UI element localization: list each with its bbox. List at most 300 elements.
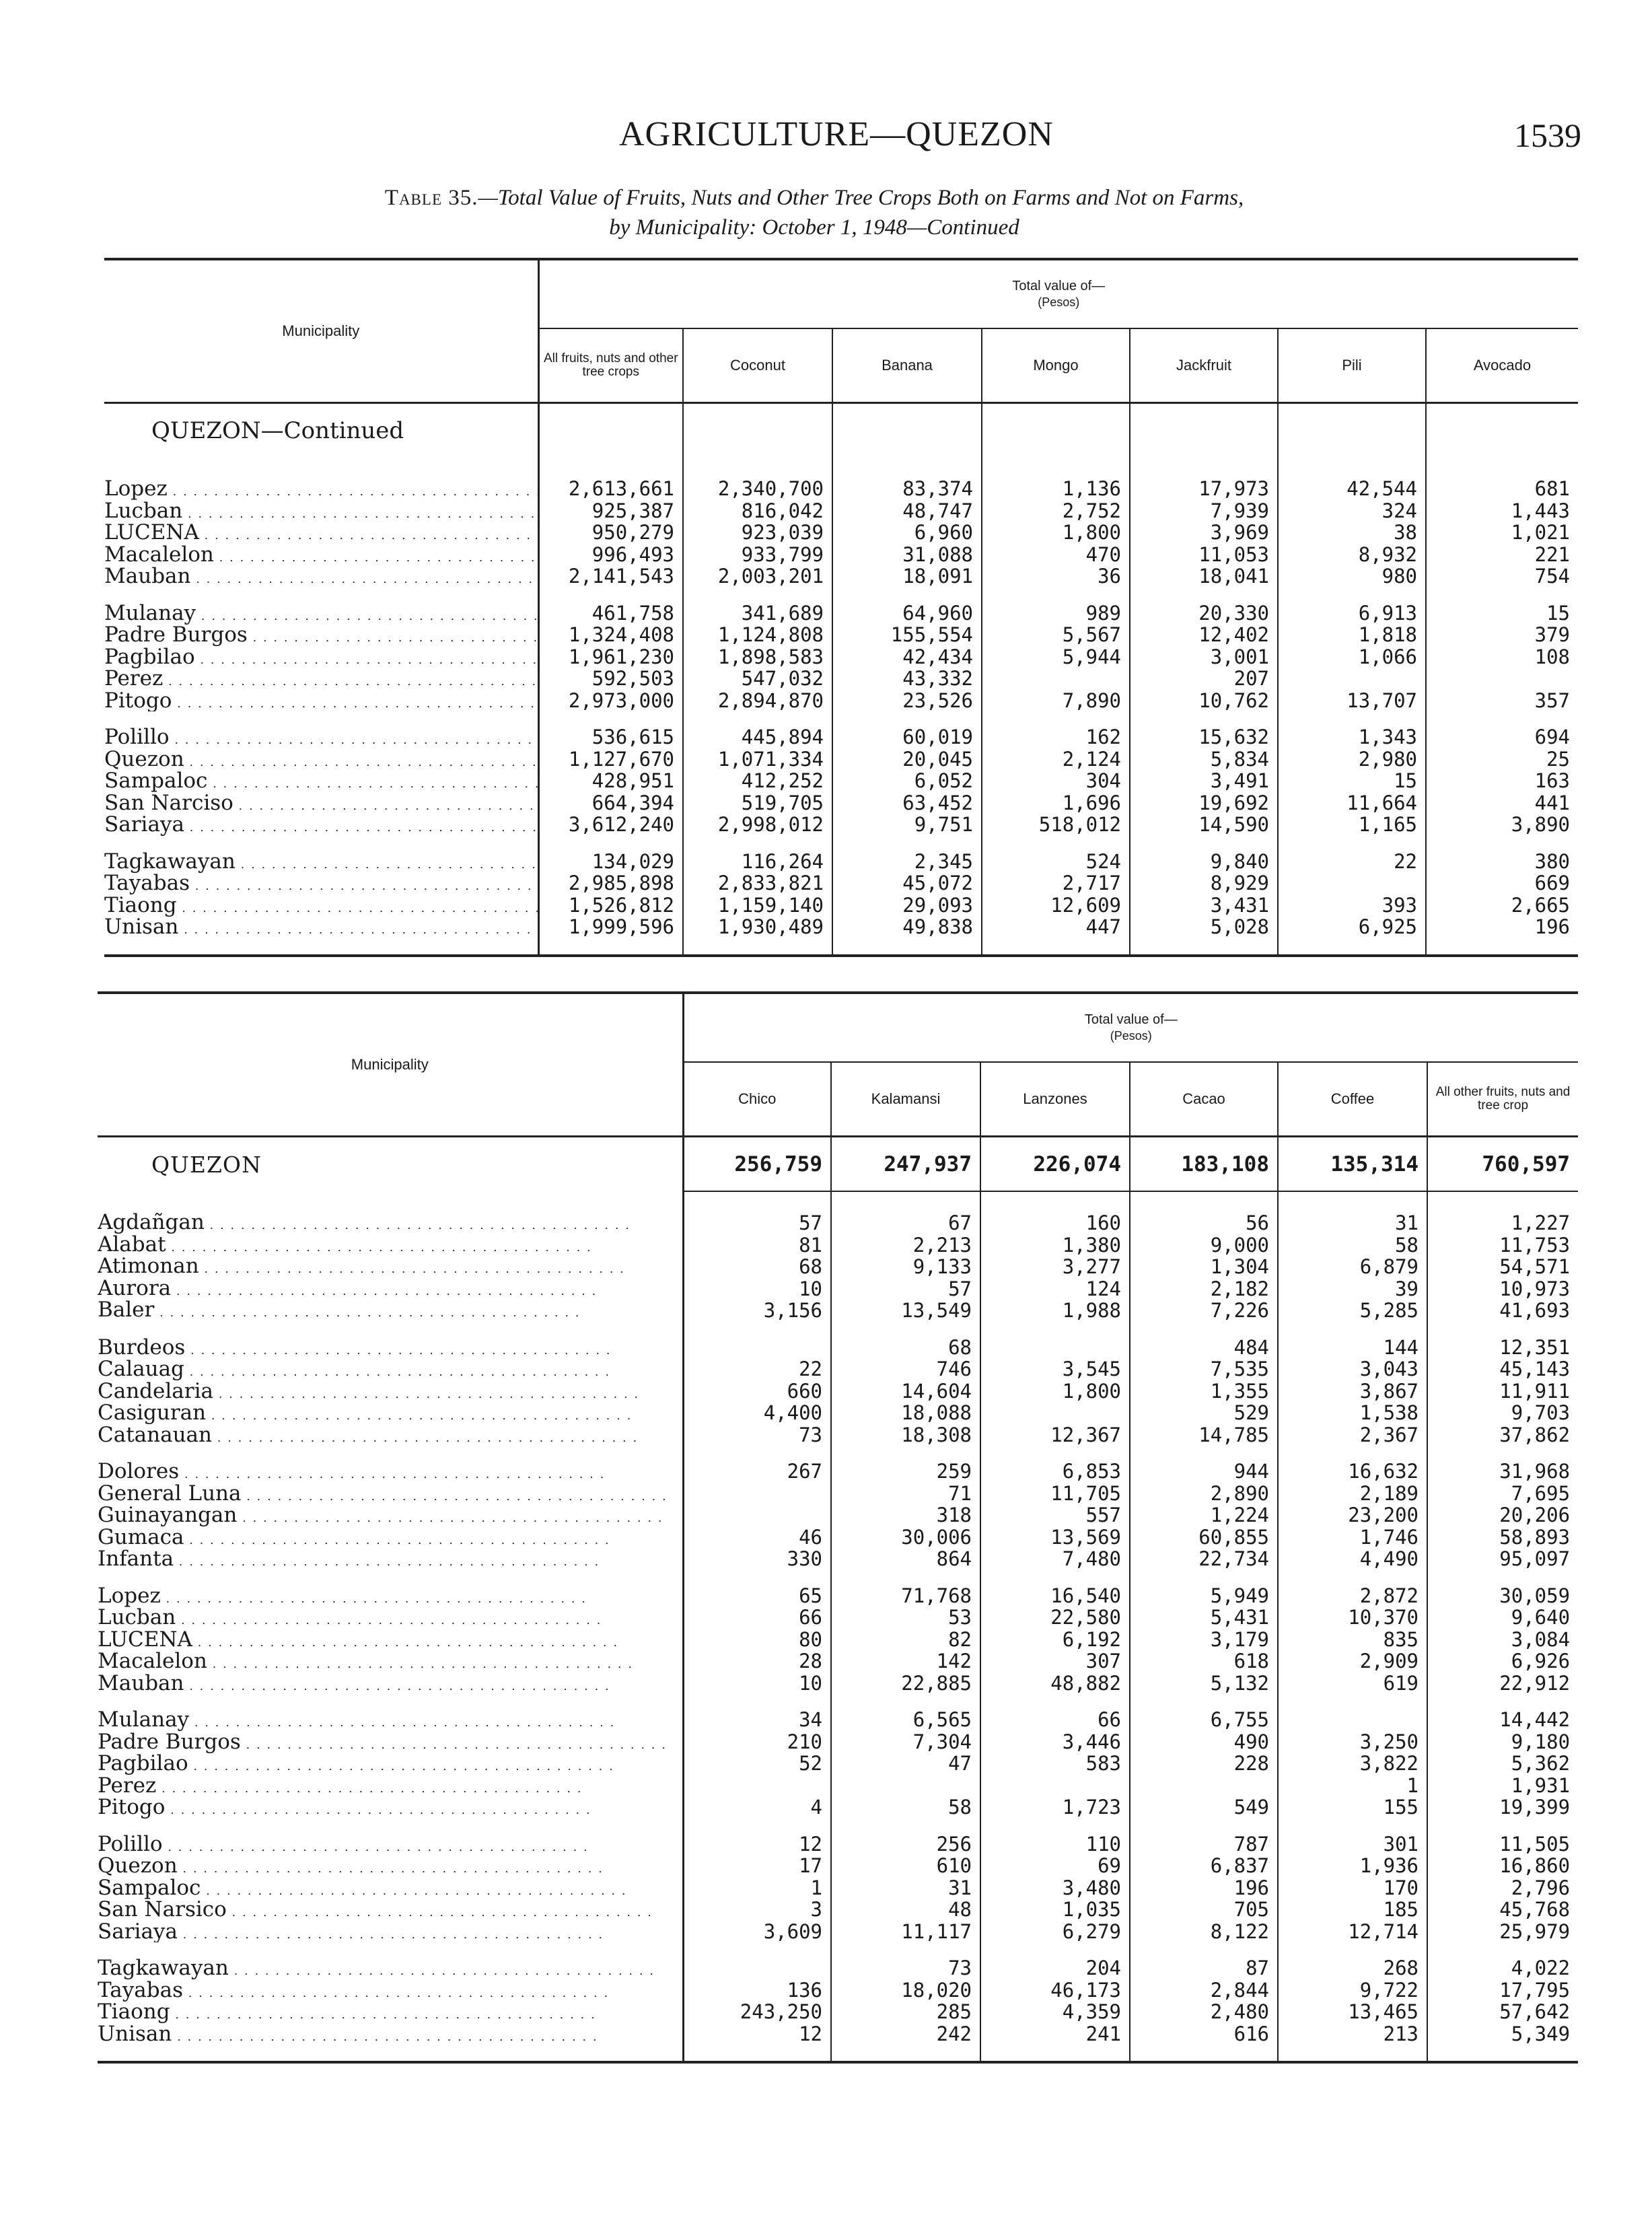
- municipality-name: Macalelon . . .: [98, 1650, 682, 1672]
- value-cell: 12: [799, 2022, 822, 2045]
- value-cell: [684, 1337, 823, 1359]
- municipality-name: Pagbilao . . .: [104, 646, 538, 668]
- value-cell: 268: [1383, 1956, 1418, 1979]
- total-label: QUEZON: [98, 1137, 683, 1192]
- value-cell: 10: [799, 1277, 822, 1300]
- value-cell: 170: [1383, 1876, 1418, 1899]
- value-cell: 7,695: [1511, 1481, 1571, 1505]
- municipality-name: Quezon . . .: [104, 748, 538, 771]
- value-cell: 2,213: [912, 1233, 972, 1257]
- value-cell: 3,867: [1359, 1379, 1418, 1403]
- table-header-row: [98, 993, 1578, 1062]
- value-cell: 57,642: [1499, 2000, 1571, 2023]
- value-cell: 185: [1383, 1898, 1418, 1921]
- value-cell: 519,705: [741, 791, 824, 814]
- value-cell: 13,569: [1050, 1525, 1121, 1549]
- municipality-name: Aurora . . .: [98, 1277, 682, 1300]
- municipality-name: Tiaong . . .: [98, 2001, 682, 2023]
- value-column-cell: [1278, 1819, 1427, 1943]
- value-cell: 13,549: [901, 1299, 972, 1322]
- municipality-name: Infanta . . .: [98, 1548, 682, 1570]
- value-cell: 6,879: [1359, 1255, 1418, 1278]
- value-cell: 71: [948, 1481, 972, 1505]
- value-cell: 357: [1534, 689, 1571, 712]
- value-column-cell: [1427, 1191, 1578, 1322]
- value-cell: 15: [1546, 601, 1571, 625]
- value-cell: 11,505: [1499, 1832, 1571, 1856]
- value-cell: 30,006: [901, 1525, 972, 1549]
- value-cell: 3,250: [1359, 1730, 1418, 1753]
- value-cell: 68: [799, 1255, 822, 1278]
- municipality-name: Burdeos . . .: [98, 1337, 682, 1359]
- value-cell: 13,465: [1348, 2000, 1418, 2023]
- value-cell: 23,526: [902, 689, 973, 712]
- value-cell: 318: [936, 1504, 972, 1526]
- municipality-name: Lucban . . .: [98, 1607, 682, 1629]
- value-cell: 6,925: [1358, 915, 1417, 938]
- value-cell: 2,665: [1511, 893, 1571, 917]
- value-cell: 22,912: [1499, 1671, 1571, 1695]
- column-header: All fruits, nuts and other tree crops: [538, 328, 683, 403]
- value-column-cell: [1130, 458, 1278, 588]
- value-cell: 787: [1233, 1832, 1269, 1856]
- value-cell: 12,402: [1198, 623, 1269, 646]
- value-column-cell: [1130, 1322, 1278, 1446]
- value-cell: 1: [1406, 1773, 1418, 1797]
- value-cell: 536,615: [591, 726, 674, 748]
- value-column-cell: [1130, 1942, 1278, 2062]
- municipality-name: Dolores . . .: [98, 1460, 682, 1483]
- group-header: [683, 993, 1578, 1062]
- value-column-cell: [982, 588, 1130, 712]
- value-cell: 204: [1085, 1956, 1121, 1979]
- value-cell: 746: [936, 1358, 972, 1380]
- value-cell: 10,762: [1198, 689, 1269, 712]
- value-cell: 694: [1534, 726, 1571, 748]
- value-cell: 19,399: [1499, 1796, 1571, 1819]
- value-cell: 4,400: [763, 1401, 822, 1424]
- value-cell: 1,127,670: [568, 747, 674, 771]
- value-cell: [1279, 1709, 1418, 1731]
- value-column-cell: [832, 711, 982, 836]
- value-column-cell: [831, 1819, 980, 1943]
- value-cell: 9,640: [1511, 1606, 1571, 1629]
- value-cell: 256: [936, 1832, 972, 1856]
- value-cell: 57: [948, 1277, 972, 1300]
- value-column-cell: [683, 1446, 831, 1570]
- value-cell: [1279, 872, 1417, 894]
- value-cell: 52: [799, 1752, 822, 1775]
- value-cell: 470: [1085, 542, 1121, 566]
- value-column-cell: [538, 836, 683, 956]
- value-cell: 1,800: [1062, 1379, 1121, 1403]
- value-column-cell: [980, 1446, 1130, 1570]
- column-header: Mongo: [982, 328, 1130, 403]
- value-column-cell: [832, 458, 982, 588]
- municipality-cell: [98, 1322, 683, 1446]
- value-column-cell: [1278, 1322, 1427, 1446]
- value-cell: 207: [1233, 667, 1269, 690]
- value-cell: 31: [948, 1876, 972, 1899]
- value-cell: 3: [810, 1898, 822, 1921]
- value-cell: 4,022: [1511, 1956, 1571, 1979]
- page-title: AGRICULTURE—QUEZON: [619, 115, 1054, 153]
- value-cell: 1,343: [1358, 726, 1417, 748]
- row-group: [98, 1446, 1578, 1570]
- value-cell: 31,968: [1499, 1460, 1571, 1483]
- value-column-cell: [980, 1191, 1130, 1322]
- value-cell: 7,226: [1210, 1299, 1269, 1322]
- value-cell: 134,029: [591, 849, 674, 873]
- value-cell: 80: [799, 1627, 822, 1651]
- municipality-cell: [104, 711, 538, 836]
- value-cell: 259: [936, 1460, 972, 1483]
- value-cell: 2,367: [1359, 1423, 1418, 1446]
- value-cell: 1: [810, 1876, 822, 1899]
- value-cell: 557: [1085, 1504, 1121, 1526]
- value-cell: 3,043: [1359, 1358, 1418, 1380]
- value-column-cell: [832, 588, 982, 712]
- value-cell: 412,252: [741, 769, 824, 792]
- value-column-cell: [831, 1322, 980, 1446]
- value-cell: 2,717: [1062, 872, 1121, 894]
- value-cell: 9,840: [1210, 849, 1269, 873]
- value-cell: 12,367: [1050, 1423, 1121, 1446]
- municipality-name: San Narciso . . .: [104, 792, 538, 814]
- value-cell: 3,491: [1210, 769, 1269, 792]
- value-cell: 5,834: [1210, 747, 1269, 771]
- municipality-name: Unisan . . .: [104, 916, 538, 938]
- value-cell: 12: [799, 1832, 822, 1856]
- column-header: Chico: [683, 1062, 831, 1137]
- value-cell: [982, 668, 1121, 690]
- value-cell: 1,159,140: [717, 893, 824, 917]
- value-cell: 428,951: [591, 769, 674, 792]
- value-cell: 8,929: [1210, 872, 1269, 894]
- municipality-name: Lucban . . .: [104, 500, 538, 522]
- value-cell: 228: [1233, 1752, 1269, 1775]
- value-cell: 20,045: [902, 747, 973, 771]
- value-cell: 242: [936, 2022, 972, 2045]
- value-cell: 1,380: [1062, 1233, 1121, 1257]
- value-cell: 11,911: [1499, 1379, 1571, 1403]
- caption-line-1: —Total Value of Fruits, Nuts and Other Tree Crops Both on Farms and Not on Farms,: [478, 186, 1244, 210]
- table-fruit-values-part1: [104, 258, 1578, 957]
- value-cell: 524: [1085, 849, 1121, 873]
- value-cell: 10: [799, 1671, 822, 1695]
- row-group: [98, 1191, 1578, 1322]
- municipality-name: Polillo . . .: [98, 1833, 682, 1856]
- value-column-cell: [1426, 711, 1578, 836]
- municipality-name: Agdañgan . . .: [98, 1211, 682, 1234]
- municipality-name: Mauban . . .: [104, 565, 538, 588]
- value-cell: 14,590: [1198, 813, 1269, 836]
- value-cell: 285: [936, 2000, 972, 2023]
- value-cell: 1,961,230: [568, 645, 674, 668]
- municipality-header: Municipality: [104, 259, 538, 403]
- municipality-name: Mulanay . . .: [98, 1709, 682, 1731]
- value-cell: 37,862: [1499, 1423, 1571, 1446]
- municipality-cell: [98, 1819, 683, 1943]
- value-column-cell: [1427, 1694, 1578, 1819]
- value-cell: 7,304: [912, 1730, 972, 1753]
- value-cell: 25: [1546, 747, 1571, 771]
- municipality-name: Tagkawayan . . .: [104, 851, 538, 873]
- value-cell: 1,124,808: [717, 623, 824, 646]
- value-cell: 34: [799, 1708, 822, 1731]
- column-header: Avocado: [1426, 328, 1578, 403]
- municipality-name: Tayabas . . .: [98, 1979, 682, 2002]
- municipality-name: Candelaria . . .: [98, 1380, 682, 1403]
- municipality-name: Catanauan . . .: [98, 1424, 682, 1446]
- value-cell: 46,173: [1050, 1978, 1121, 2002]
- value-cell: 9,000: [1210, 1233, 1269, 1257]
- value-column-cell: [982, 458, 1130, 588]
- total-value: 183,108: [1130, 1137, 1278, 1192]
- value-cell: 393: [1381, 893, 1417, 917]
- group-header: [538, 259, 1578, 328]
- value-cell: 3,612,240: [568, 813, 674, 836]
- row-group: [98, 1694, 1578, 1819]
- value-cell: 996,493: [591, 542, 674, 566]
- value-column-cell: [1278, 458, 1426, 588]
- caption-line-2: by Municipality: October 1, 1948—Continued: [609, 215, 1019, 240]
- value-cell: [684, 1483, 823, 1505]
- value-cell: 2,894,870: [717, 689, 824, 712]
- value-cell: 6,960: [914, 521, 973, 544]
- value-cell: 69: [1098, 1854, 1121, 1877]
- row-group: [98, 1942, 1578, 2062]
- value-cell: 923,039: [741, 521, 824, 544]
- value-cell: 660: [787, 1379, 822, 1403]
- value-cell: 38: [1394, 521, 1417, 544]
- value-cell: 925,387: [591, 499, 674, 522]
- value-cell: 2,980: [1358, 747, 1417, 771]
- municipality-name: Sampaloc . . .: [104, 770, 538, 792]
- value-column-cell: [980, 1819, 1130, 1943]
- value-cell: 58: [1395, 1233, 1418, 1257]
- value-cell: 11,053: [1198, 542, 1269, 566]
- row-group: [104, 711, 1578, 836]
- value-cell: 2,872: [1359, 1584, 1418, 1607]
- municipality-name: Mulanay . . .: [104, 602, 538, 625]
- value-cell: 63,452: [902, 791, 973, 814]
- municipality-name: Pitogo . . .: [98, 1796, 682, 1819]
- municipality-name: Tagkawayan . . .: [98, 1957, 682, 1979]
- value-cell: 31: [1395, 1211, 1418, 1234]
- value-cell: 43,332: [902, 667, 973, 690]
- value-column-cell: [683, 711, 832, 836]
- value-cell: 83,374: [902, 477, 973, 500]
- value-column-cell: [1278, 836, 1426, 956]
- value-column-cell: [982, 836, 1130, 956]
- value-cell: 45,072: [902, 872, 973, 894]
- value-cell: 664,394: [591, 791, 674, 814]
- value-column-cell: [683, 1570, 831, 1695]
- value-cell: 1,066: [1358, 645, 1417, 668]
- value-cell: 31,088: [902, 542, 973, 566]
- value-cell: 484: [1233, 1335, 1269, 1359]
- value-cell: 3,431: [1210, 893, 1269, 917]
- municipality-name: Atimonan . . .: [98, 1255, 682, 1277]
- table-header-row: [104, 259, 1578, 328]
- value-cell: 549: [1233, 1796, 1269, 1819]
- value-cell: 11,664: [1346, 791, 1417, 814]
- value-cell: 341,689: [741, 601, 824, 625]
- value-column-cell: [1427, 1322, 1578, 1446]
- value-cell: 11,705: [1050, 1481, 1121, 1505]
- value-cell: 7,890: [1062, 689, 1121, 712]
- value-cell: 58,893: [1499, 1525, 1571, 1549]
- value-cell: 48,747: [902, 499, 973, 522]
- value-cell: 5,028: [1210, 915, 1269, 938]
- column-header: Banana: [832, 328, 982, 403]
- value-cell: 447: [1085, 915, 1121, 938]
- value-cell: 816,042: [741, 499, 824, 522]
- municipality-name: Tiaong . . .: [104, 894, 538, 917]
- value-cell: 48,882: [1050, 1671, 1121, 1695]
- value-cell: 5,431: [1210, 1606, 1269, 1629]
- value-cell: [684, 1957, 823, 1979]
- value-cell: 5,285: [1359, 1299, 1418, 1322]
- value-cell: 1,999,596: [568, 915, 674, 938]
- value-cell: 9,180: [1511, 1730, 1571, 1753]
- value-cell: 66: [799, 1606, 822, 1629]
- value-cell: 8,122: [1210, 1919, 1269, 1943]
- section-label: QUEZON—Continued: [104, 403, 538, 458]
- value-cell: 1,224: [1210, 1504, 1269, 1526]
- value-cell: 304: [1085, 769, 1121, 792]
- value-cell: 196: [1233, 1876, 1269, 1899]
- value-cell: [981, 1402, 1121, 1424]
- value-cell: 1,021: [1511, 521, 1571, 544]
- value-cell: 68: [948, 1335, 972, 1359]
- value-cell: 754: [1534, 565, 1571, 588]
- municipality-name: Perez . . .: [104, 668, 538, 690]
- value-cell: 110: [1085, 1832, 1121, 1856]
- value-cell: 3,179: [1210, 1627, 1269, 1651]
- column-header: All other fruits, nuts and tree crop: [1427, 1062, 1578, 1137]
- municipality-name: Pagbilao . . .: [98, 1753, 682, 1775]
- column-header: Coconut: [683, 328, 832, 403]
- value-column-cell: [980, 1322, 1130, 1446]
- value-cell: 45,143: [1499, 1358, 1571, 1380]
- municipality-name: Polillo . . .: [104, 726, 538, 748]
- value-cell: 108: [1534, 645, 1571, 668]
- value-cell: 5,132: [1210, 1671, 1269, 1695]
- value-cell: 9,133: [912, 1255, 972, 1278]
- municipality-name: Sariaya . . .: [104, 814, 538, 836]
- value-cell: 980: [1381, 565, 1417, 588]
- value-column-cell: [1278, 1942, 1427, 2062]
- municipality-name: Padre Burgos . . .: [98, 1731, 682, 1753]
- column-header: Pili: [1278, 328, 1426, 403]
- value-cell: 1,898,583: [717, 645, 824, 668]
- value-column-cell: [1278, 1570, 1427, 1695]
- value-cell: 14,785: [1198, 1423, 1269, 1446]
- value-cell: 60,019: [902, 726, 973, 748]
- municipality-name: LUCENA . . .: [104, 522, 538, 544]
- value-cell: 12,609: [1050, 893, 1121, 917]
- municipality-cell: [98, 1942, 683, 2062]
- value-cell: 6,926: [1511, 1650, 1571, 1672]
- value-column-cell: [831, 1446, 980, 1570]
- row-group: [98, 1570, 1578, 1695]
- value-cell: 30,059: [1499, 1584, 1571, 1607]
- value-cell: 3,084: [1511, 1627, 1571, 1651]
- value-cell: 95,097: [1499, 1547, 1571, 1570]
- value-column-cell: [1427, 1942, 1578, 2062]
- row-group: [98, 1322, 1578, 1446]
- value-cell: 144: [1383, 1335, 1418, 1359]
- value-cell: 18,041: [1198, 565, 1269, 588]
- value-cell: 60,855: [1198, 1525, 1269, 1549]
- value-cell: 2,182: [1210, 1277, 1269, 1300]
- value-cell: 3,545: [1062, 1358, 1121, 1380]
- value-cell: 3,822: [1359, 1752, 1418, 1775]
- value-cell: 1,355: [1210, 1379, 1269, 1403]
- value-cell: 155: [1383, 1796, 1418, 1819]
- value-cell: 17,973: [1198, 477, 1269, 500]
- value-cell: 518,012: [1038, 813, 1121, 836]
- value-cell: 619: [1383, 1671, 1418, 1695]
- value-cell: 618: [1233, 1650, 1269, 1672]
- value-cell: [832, 1775, 972, 1797]
- municipality-cell: [104, 588, 538, 712]
- value-column-cell: [683, 1694, 831, 1819]
- value-cell: 241: [1085, 2022, 1121, 2045]
- value-cell: 2,998,012: [717, 813, 824, 836]
- municipality-name: Baler . . .: [98, 1299, 682, 1321]
- value-cell: 6,565: [912, 1708, 972, 1731]
- value-cell: 210: [787, 1730, 822, 1753]
- value-column-cell: [832, 836, 982, 956]
- value-cell: 16,860: [1499, 1854, 1571, 1877]
- value-cell: 196: [1534, 915, 1571, 938]
- value-cell: 221: [1534, 542, 1571, 566]
- value-column-cell: [1278, 1694, 1427, 1819]
- value-cell: [684, 1775, 823, 1797]
- value-column-cell: [1130, 711, 1278, 836]
- value-cell: 42,434: [902, 645, 973, 668]
- value-column-cell: [1130, 1446, 1278, 1570]
- value-cell: 11,753: [1499, 1233, 1571, 1257]
- municipality-name: Sampaloc . . .: [98, 1877, 682, 1899]
- value-cell: 3,969: [1210, 521, 1269, 544]
- total-value: 135,314: [1278, 1137, 1427, 1192]
- value-cell: 162: [1085, 726, 1121, 748]
- value-cell: 53: [948, 1606, 972, 1629]
- municipality-name: Calauag . . .: [98, 1358, 682, 1380]
- value-cell: 7,535: [1210, 1358, 1269, 1380]
- column-header: Cacao: [1130, 1062, 1278, 1137]
- municipality-cell: [98, 1694, 683, 1819]
- value-cell: 950,279: [591, 521, 674, 544]
- municipality-cell: [98, 1570, 683, 1695]
- value-cell: 944: [1233, 1460, 1269, 1483]
- value-cell: 71,768: [901, 1584, 972, 1607]
- municipality-name: Lopez . . .: [104, 478, 538, 500]
- value-cell: 1,930,489: [717, 915, 824, 938]
- value-cell: 324: [1381, 499, 1417, 522]
- value-cell: 2,890: [1210, 1481, 1269, 1505]
- value-cell: 22,580: [1050, 1606, 1121, 1629]
- value-cell: [981, 1337, 1121, 1359]
- value-column-cell: [1130, 1819, 1278, 1943]
- value-cell: 18,091: [902, 565, 973, 588]
- value-cell: 2,189: [1359, 1481, 1418, 1505]
- value-cell: 2,003,201: [717, 565, 824, 588]
